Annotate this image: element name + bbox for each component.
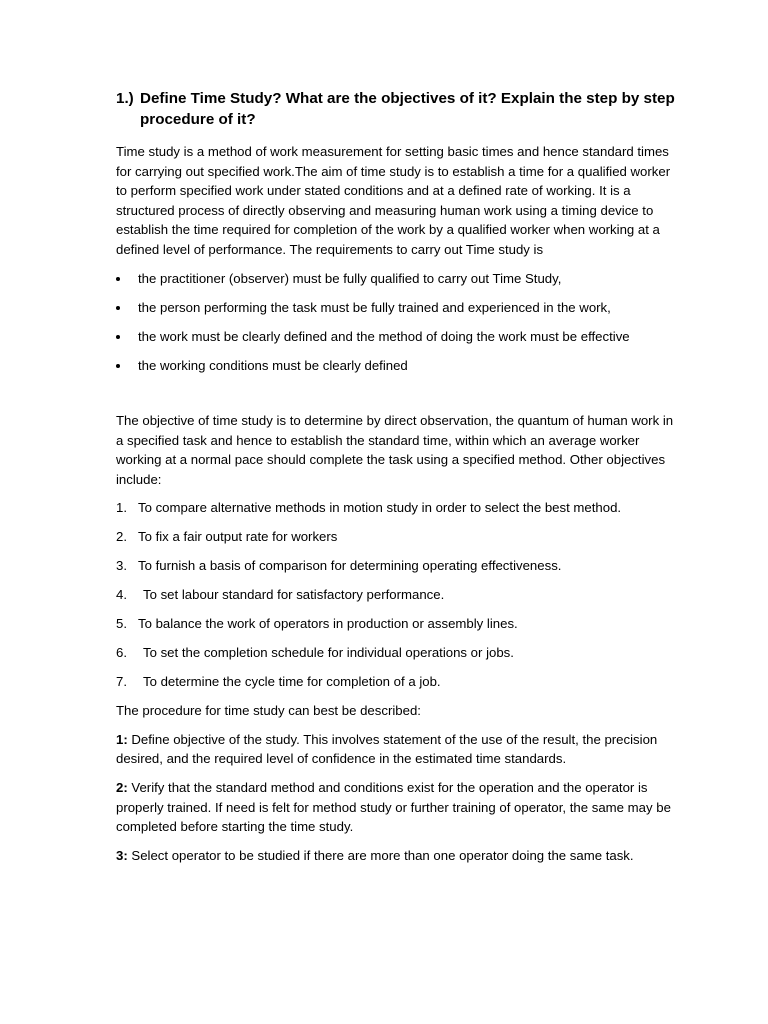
list-item-text: the work must be clearly defined and the method of doing the work must be effective <box>138 328 630 344</box>
list-item <box>116 269 676 289</box>
list-item-text: To fix a fair output rate for workers <box>138 529 338 545</box>
list-item <box>116 498 676 518</box>
list-item-number: 7. <box>116 674 127 690</box>
list-item <box>116 527 676 547</box>
list-item-text: To set labour standard for satisfactory performance. <box>143 587 445 603</box>
list-item-number: 2. <box>116 529 127 545</box>
procedure-intro: The procedure for time study can best be described: <box>116 703 421 719</box>
step-number: 1: <box>116 731 128 747</box>
step-text: Verify that the standard method and conditions exist for the operation and the operator is properly trained. If need is felt for method study or further training of operator, the same may be completed before starting the time study. <box>116 779 671 835</box>
list-item-number: 3. <box>116 558 127 574</box>
list-item <box>116 556 676 576</box>
section-spacer <box>116 385 676 411</box>
list-item-text: the practitioner (observer) must be fully qualified to carry out Time Study, <box>138 270 562 286</box>
bullet-icon <box>116 335 120 339</box>
list-item-text: To furnish a basis of comparison for determining operating effectiveness. <box>138 558 562 574</box>
step-text: Define objective of the study. This involves statement of the use of the result, the precision desired, and the required level of confidence in the estimated time standards. <box>116 731 658 767</box>
list-item-number: 5. <box>116 616 127 632</box>
question-text: Define Time Study? What are the objectives of it? Explain the step by step procedure of it? <box>140 90 675 128</box>
question-heading <box>116 88 676 130</box>
bullet-icon <box>116 306 120 310</box>
list-item-number: 6. <box>116 645 127 661</box>
list-item <box>116 327 676 347</box>
procedure-step <box>116 846 676 866</box>
list-item <box>116 614 676 634</box>
list-item-number: 4. <box>116 587 127 603</box>
document-content <box>116 88 676 874</box>
objectives-list <box>116 498 676 692</box>
list-item <box>116 298 676 318</box>
intro-paragraph: Time study is a method of work measurement for setting basic times and hence standard times for carrying out specified work.The aim of time study is to establish a time for a qualified worker to perform specified work under stated conditions and at a defined rate of working. It is a structured process of directly observing and measuring human work using a timing device to establish the time required for completion of the work by a qualified worker when working at a defined level of performance. The requirements to carry out Time study is <box>116 144 671 257</box>
procedure-step <box>116 730 676 769</box>
list-item-text: To balance the work of operators in production or assembly lines. <box>138 616 518 632</box>
bullet-icon <box>116 364 120 368</box>
step-number: 2: <box>116 779 128 795</box>
bullet-icon <box>116 277 120 281</box>
list-item <box>116 356 676 376</box>
list-item-text: the person performing the task must be fully trained and experienced in the work, <box>138 299 611 315</box>
list-item <box>116 643 676 663</box>
list-item-text: To set the completion schedule for individual operations or jobs. <box>143 645 514 661</box>
step-text: Select operator to be studied if there are more than one operator doing the same task. <box>131 847 634 863</box>
list-item <box>116 585 676 605</box>
list-item-number: 1. <box>116 500 127 516</box>
requirements-list <box>116 269 676 376</box>
step-number: 3: <box>116 847 128 863</box>
list-item-text: the working conditions must be clearly defined <box>138 357 408 373</box>
procedure-step <box>116 778 676 837</box>
question-number: 1.) <box>116 90 134 107</box>
objective-paragraph: The objective of time study is to determine by direct observation, the quantum of human work in a specified task and hence to establish the standard time, within which an average worker working at a normal pace should complete the task using a specified method. Other objectives include: <box>116 412 674 487</box>
list-item-text: To determine the cycle time for completion of a job. <box>143 674 441 690</box>
list-item-text: To compare alternative methods in motion study in order to select the best method. <box>138 500 622 516</box>
list-item <box>116 672 676 692</box>
